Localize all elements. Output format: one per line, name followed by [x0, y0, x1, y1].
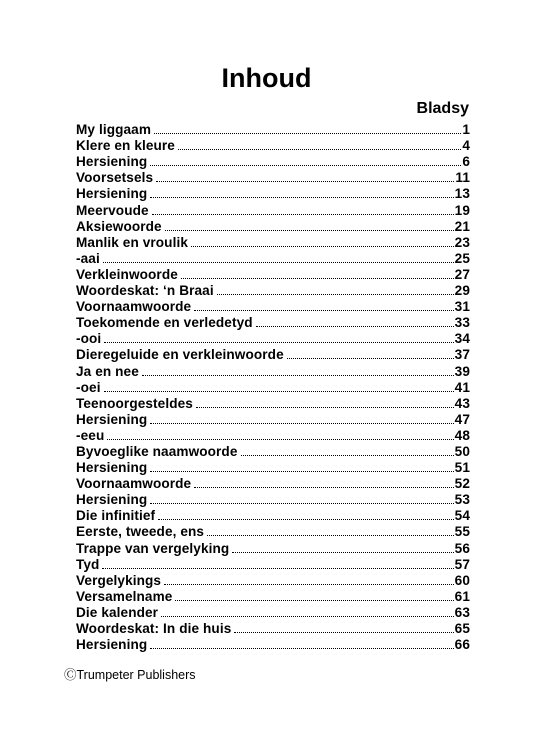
toc-entry [76, 266, 470, 282]
toc-entry [76, 620, 470, 636]
toc-entry-label: Toekomende en verledetyd [76, 315, 253, 331]
dot-leader [150, 648, 453, 649]
dot-leader [104, 391, 454, 392]
toc-entry [76, 330, 470, 346]
toc-entry-label: Teenoorgesteldes [76, 395, 193, 411]
toc-entry-label: Ja en nee [76, 363, 139, 379]
toc-entry-label: Woordeskat: In die huis [76, 621, 232, 636]
toc-entry [76, 169, 470, 185]
toc-entry [76, 572, 470, 588]
toc-entry-page-number: 21 [454, 218, 470, 234]
toc-entry-label: Versamelname [76, 588, 173, 604]
toc-entry [76, 218, 470, 234]
page-title: Inhoud [221, 63, 312, 93]
dot-leader [150, 471, 453, 472]
toc-entry-page-number: 4 [462, 138, 470, 154]
toc-entry [76, 523, 470, 539]
toc-entry [76, 395, 470, 411]
toc-entry-label: Die infinitief [76, 508, 156, 524]
dot-leader [178, 149, 461, 150]
toc-entry-page-number: 54 [454, 508, 470, 524]
dot-leader [217, 294, 454, 295]
dot-leader [161, 616, 454, 617]
page-column-header: Bladsy [416, 100, 469, 117]
toc-entry-page-number: 27 [454, 266, 470, 282]
toc-entry [76, 234, 470, 250]
toc-entry-page-number: 41 [454, 379, 470, 395]
toc-entry-label: Dieregeluide en verkleinwoorde [76, 347, 284, 363]
dot-leader [152, 214, 454, 215]
toc-entry [76, 298, 470, 314]
dot-leader [287, 358, 454, 359]
toc-entry [76, 137, 470, 153]
toc-entry [76, 362, 470, 378]
toc-entry-page-number: 11 [455, 170, 470, 186]
table-of-contents [76, 121, 470, 652]
copyright-footer: ⒸTrumpeter Publishers [64, 668, 196, 682]
dot-leader [196, 407, 454, 408]
toc-entry-page-number: 43 [454, 395, 470, 411]
toc-entry-label: Hersiening [76, 186, 148, 202]
toc-entry-page-number: 57 [454, 556, 470, 572]
toc-entry-label: Voornaamwoorde [76, 476, 192, 492]
dot-leader [181, 278, 454, 279]
dot-leader [241, 455, 454, 456]
toc-entry-page-number: 25 [454, 250, 470, 266]
dot-leader [150, 423, 453, 424]
toc-entry [76, 507, 470, 523]
dot-leader [102, 568, 453, 569]
toc-entry [76, 604, 470, 620]
toc-entry-page-number: 48 [454, 427, 470, 443]
toc-entry [76, 588, 470, 604]
toc-entry [76, 459, 470, 475]
toc-entry-page-number: 34 [454, 331, 470, 347]
toc-entry [76, 443, 470, 459]
toc-entry-page-number: 60 [454, 572, 470, 588]
dot-leader [165, 230, 454, 231]
toc-entry-label: Meervoude [76, 202, 149, 218]
toc-entry-page-number: 13 [454, 186, 470, 202]
dot-leader [150, 503, 453, 504]
toc-entry-page-number: 1 [462, 122, 470, 138]
dot-leader [150, 197, 453, 198]
toc-entry-label: Die kalender [76, 604, 159, 620]
dot-leader [107, 439, 453, 440]
dot-leader [175, 600, 453, 601]
toc-entry-label: Eerste, tweede, ens [76, 524, 205, 540]
toc-entry-page-number: 51 [454, 460, 470, 476]
toc-entry-label: Aksiewoorde [76, 218, 162, 234]
toc-entry [76, 314, 470, 330]
toc-entry [76, 121, 470, 137]
dot-leader [232, 552, 453, 553]
toc-entry-page-number: 53 [454, 492, 470, 508]
toc-entry-page-number: 31 [454, 299, 470, 315]
toc-entry-label: Hersiening [76, 637, 148, 653]
toc-entry [76, 201, 470, 217]
toc-entry [76, 185, 470, 201]
toc-entry [76, 636, 470, 652]
dot-leader [158, 519, 453, 520]
toc-entry-page-number: 55 [454, 524, 470, 540]
toc-entry-label: Hersiening [76, 460, 148, 476]
toc-entry-label: -ooi [76, 331, 102, 347]
toc-entry [76, 346, 470, 362]
dot-leader [207, 535, 454, 536]
toc-entry-page-number: 47 [454, 411, 470, 427]
dot-leader [194, 487, 453, 488]
toc-entry-label: Vergelykings [76, 572, 162, 588]
toc-entry-page-number: 56 [454, 540, 470, 556]
dot-leader [256, 326, 454, 327]
toc-entry [76, 475, 470, 491]
toc-entry [76, 427, 470, 443]
toc-entry [76, 539, 470, 555]
toc-entry-label: Manlik en vroulik [76, 234, 188, 250]
toc-entry-page-number: 39 [454, 363, 470, 379]
toc-entry-page-number: 19 [454, 202, 470, 218]
toc-entry-page-number: 66 [454, 637, 470, 653]
toc-entry-page-number: 61 [454, 588, 470, 604]
dot-leader [150, 165, 461, 166]
dot-leader [142, 375, 454, 376]
dot-leader [194, 310, 453, 311]
toc-entry [76, 153, 470, 169]
toc-entry-label: My liggaam [76, 122, 152, 138]
toc-entry-label: Woordeskat: ‘n Braai [76, 283, 214, 299]
dot-leader [156, 181, 454, 182]
toc-entry-page-number: 63 [454, 604, 470, 620]
toc-entry [76, 411, 470, 427]
toc-entry-label: -aai [76, 250, 100, 266]
toc-entry-label: Byvoeglike naamwoorde [76, 443, 238, 459]
toc-entry-label: Hersiening [76, 154, 148, 170]
toc-entry-label: Hersiening [76, 492, 148, 508]
dot-leader [164, 584, 454, 585]
toc-entry [76, 282, 470, 298]
toc-entry-page-number: 52 [454, 476, 470, 492]
toc-entry-label: Trappe van vergelyking [76, 540, 230, 556]
toc-entry-label: Klere en kleure [76, 138, 175, 154]
toc-entry-page-number: 33 [454, 315, 470, 331]
toc-entry-label: Voornaamwoorde [76, 299, 192, 315]
toc-entry-page-number: 50 [454, 443, 470, 459]
toc-entry [76, 556, 470, 572]
toc-entry-label: Voorsetsels [76, 170, 154, 186]
toc-entry-page-number: 23 [454, 234, 470, 250]
dot-leader [154, 133, 461, 134]
toc-entry [76, 379, 470, 395]
toc-entry-label: Verkleinwoorde [76, 266, 178, 282]
toc-entry-label: Hersiening [76, 411, 148, 427]
toc-entry-page-number: 6 [462, 154, 470, 170]
toc-entry-label: Tyd [76, 556, 100, 572]
dot-leader [104, 342, 453, 343]
toc-entry-page-number: 37 [454, 347, 470, 363]
dot-leader [191, 246, 454, 247]
toc-entry [76, 250, 470, 266]
toc-entry-page-number: 29 [454, 283, 470, 299]
toc-entry-page-number: 65 [454, 621, 470, 636]
toc-entry-label: -eeu [76, 427, 105, 443]
dot-leader [103, 262, 454, 263]
toc-entry-label: -oei [76, 379, 101, 395]
dot-leader [234, 632, 453, 633]
toc-entry [76, 491, 470, 507]
